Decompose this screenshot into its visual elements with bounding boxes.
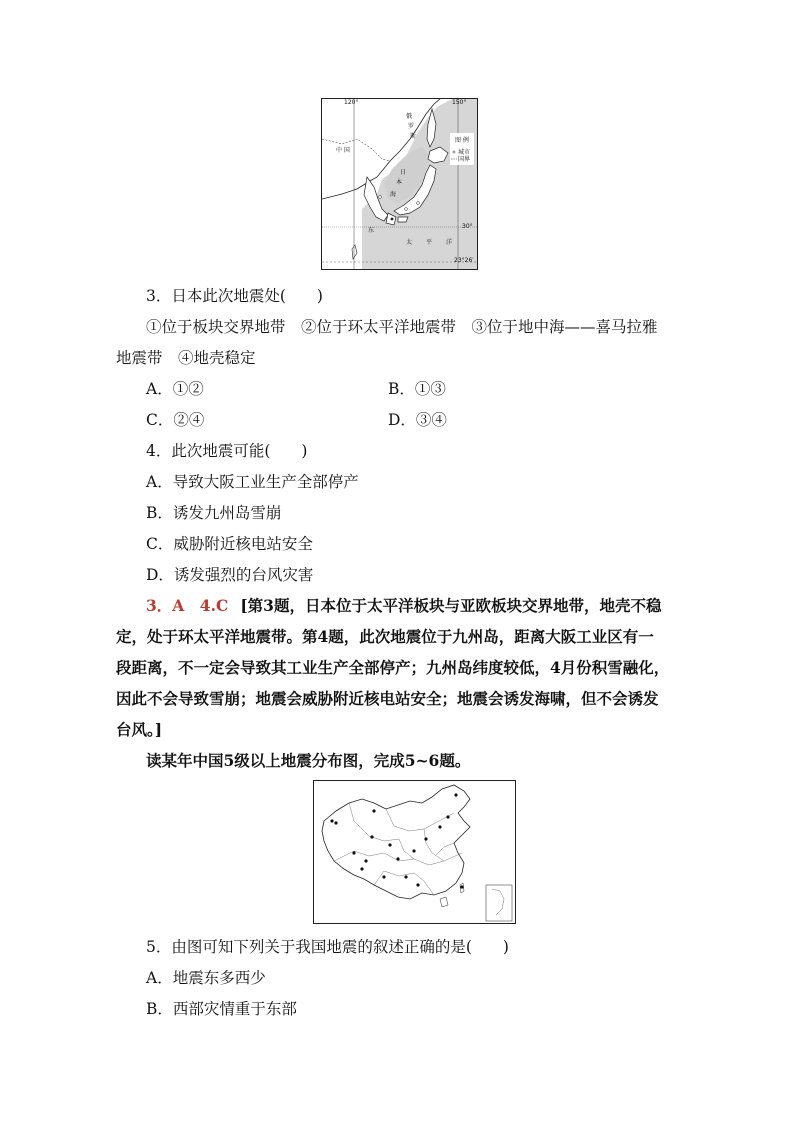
pacific-label-1: 太: [406, 239, 413, 246]
lat-2326-label: 23°26′: [454, 257, 474, 264]
answer-key: 3．A 4.C: [146, 596, 229, 615]
china-map-graphic: [314, 781, 515, 923]
russia-label-3: 斯: [410, 133, 417, 140]
sea-label-1: 日: [400, 169, 407, 176]
q4-option-c[interactable]: C．威胁附近核电站安全: [146, 535, 313, 553]
q3-stem: 3．日本此次地震处( ): [146, 287, 323, 305]
answer-text-line3: 段距离，不一定会导致其工业生产全部停产；九州岛纬度较低，4月份积雪融化，: [116, 658, 670, 677]
q3-option-a[interactable]: A．①②: [146, 380, 204, 398]
legend-title: 图 例: [455, 137, 469, 144]
q4-option-a[interactable]: A．导致大阪工业生产全部停产: [146, 473, 359, 491]
pacific-label-2: 平: [426, 239, 433, 246]
answer-text-line4: 因此不会导致雪崩；地震会威胁附近核电站安全；地震会诱发海啸，但不会诱发: [116, 689, 659, 708]
sea-label-3: 海: [390, 191, 397, 198]
china-earthquake-map: [313, 780, 516, 924]
q3-statements-line1: ①位于板块交界地带 ②位于环太平洋地震带 ③位于地中海——喜马拉雅: [146, 318, 658, 336]
legend-boundary-label: 国界: [458, 156, 471, 163]
q4-stem: 4．此次地震可能( ): [146, 442, 308, 460]
answer-text-line1: [第3题，日本位于太平洋板块与亚欧板块交界地带，地壳不稳: [240, 596, 662, 615]
pacific-label-3: 洋: [446, 239, 453, 246]
answer-paragraph-line1: [146, 596, 661, 616]
q4-option-d[interactable]: D．诱发强烈的台风灾害: [146, 566, 314, 584]
sea-label-2: 本: [396, 179, 403, 186]
q3-option-c[interactable]: C．②④: [146, 411, 205, 429]
legend-city-label: 城市: [458, 149, 471, 156]
russia-label-2: 罗: [408, 123, 415, 130]
lat-30-label: 30°: [462, 223, 473, 230]
q5-stem: 5．由图可知下列关于我国地震的叙述正确的是( ): [146, 938, 509, 956]
china-label: 中 国: [336, 147, 350, 154]
east-sea-label: 东: [368, 227, 375, 234]
japan-earthquake-map: [321, 98, 478, 270]
answer-text-line5: 台风。]: [116, 720, 163, 739]
q5-option-a[interactable]: A．地震东多西少: [146, 969, 266, 987]
lon-150-label: 150°: [452, 99, 467, 106]
russia-label-1: 俄: [406, 113, 413, 120]
lon-120-label: 120°: [344, 99, 359, 106]
q4-option-b[interactable]: B．诱发九州岛雪崩: [146, 504, 282, 522]
q3-option-b[interactable]: B．①③: [388, 380, 446, 398]
q3-option-d[interactable]: D．③④: [388, 411, 447, 429]
q5-option-b[interactable]: B．西部灾情重于东部: [146, 1000, 297, 1018]
answer-text-line2: 定，处于环太平洋地震带。第4题，此次地震位于九州岛，距离大阪工业区有一: [116, 627, 654, 646]
q3-statements-line2: 地震带 ④地壳稳定: [116, 349, 256, 367]
section-intro: 读某年中国5级以上地震分布图，完成5~6题。: [146, 751, 471, 770]
